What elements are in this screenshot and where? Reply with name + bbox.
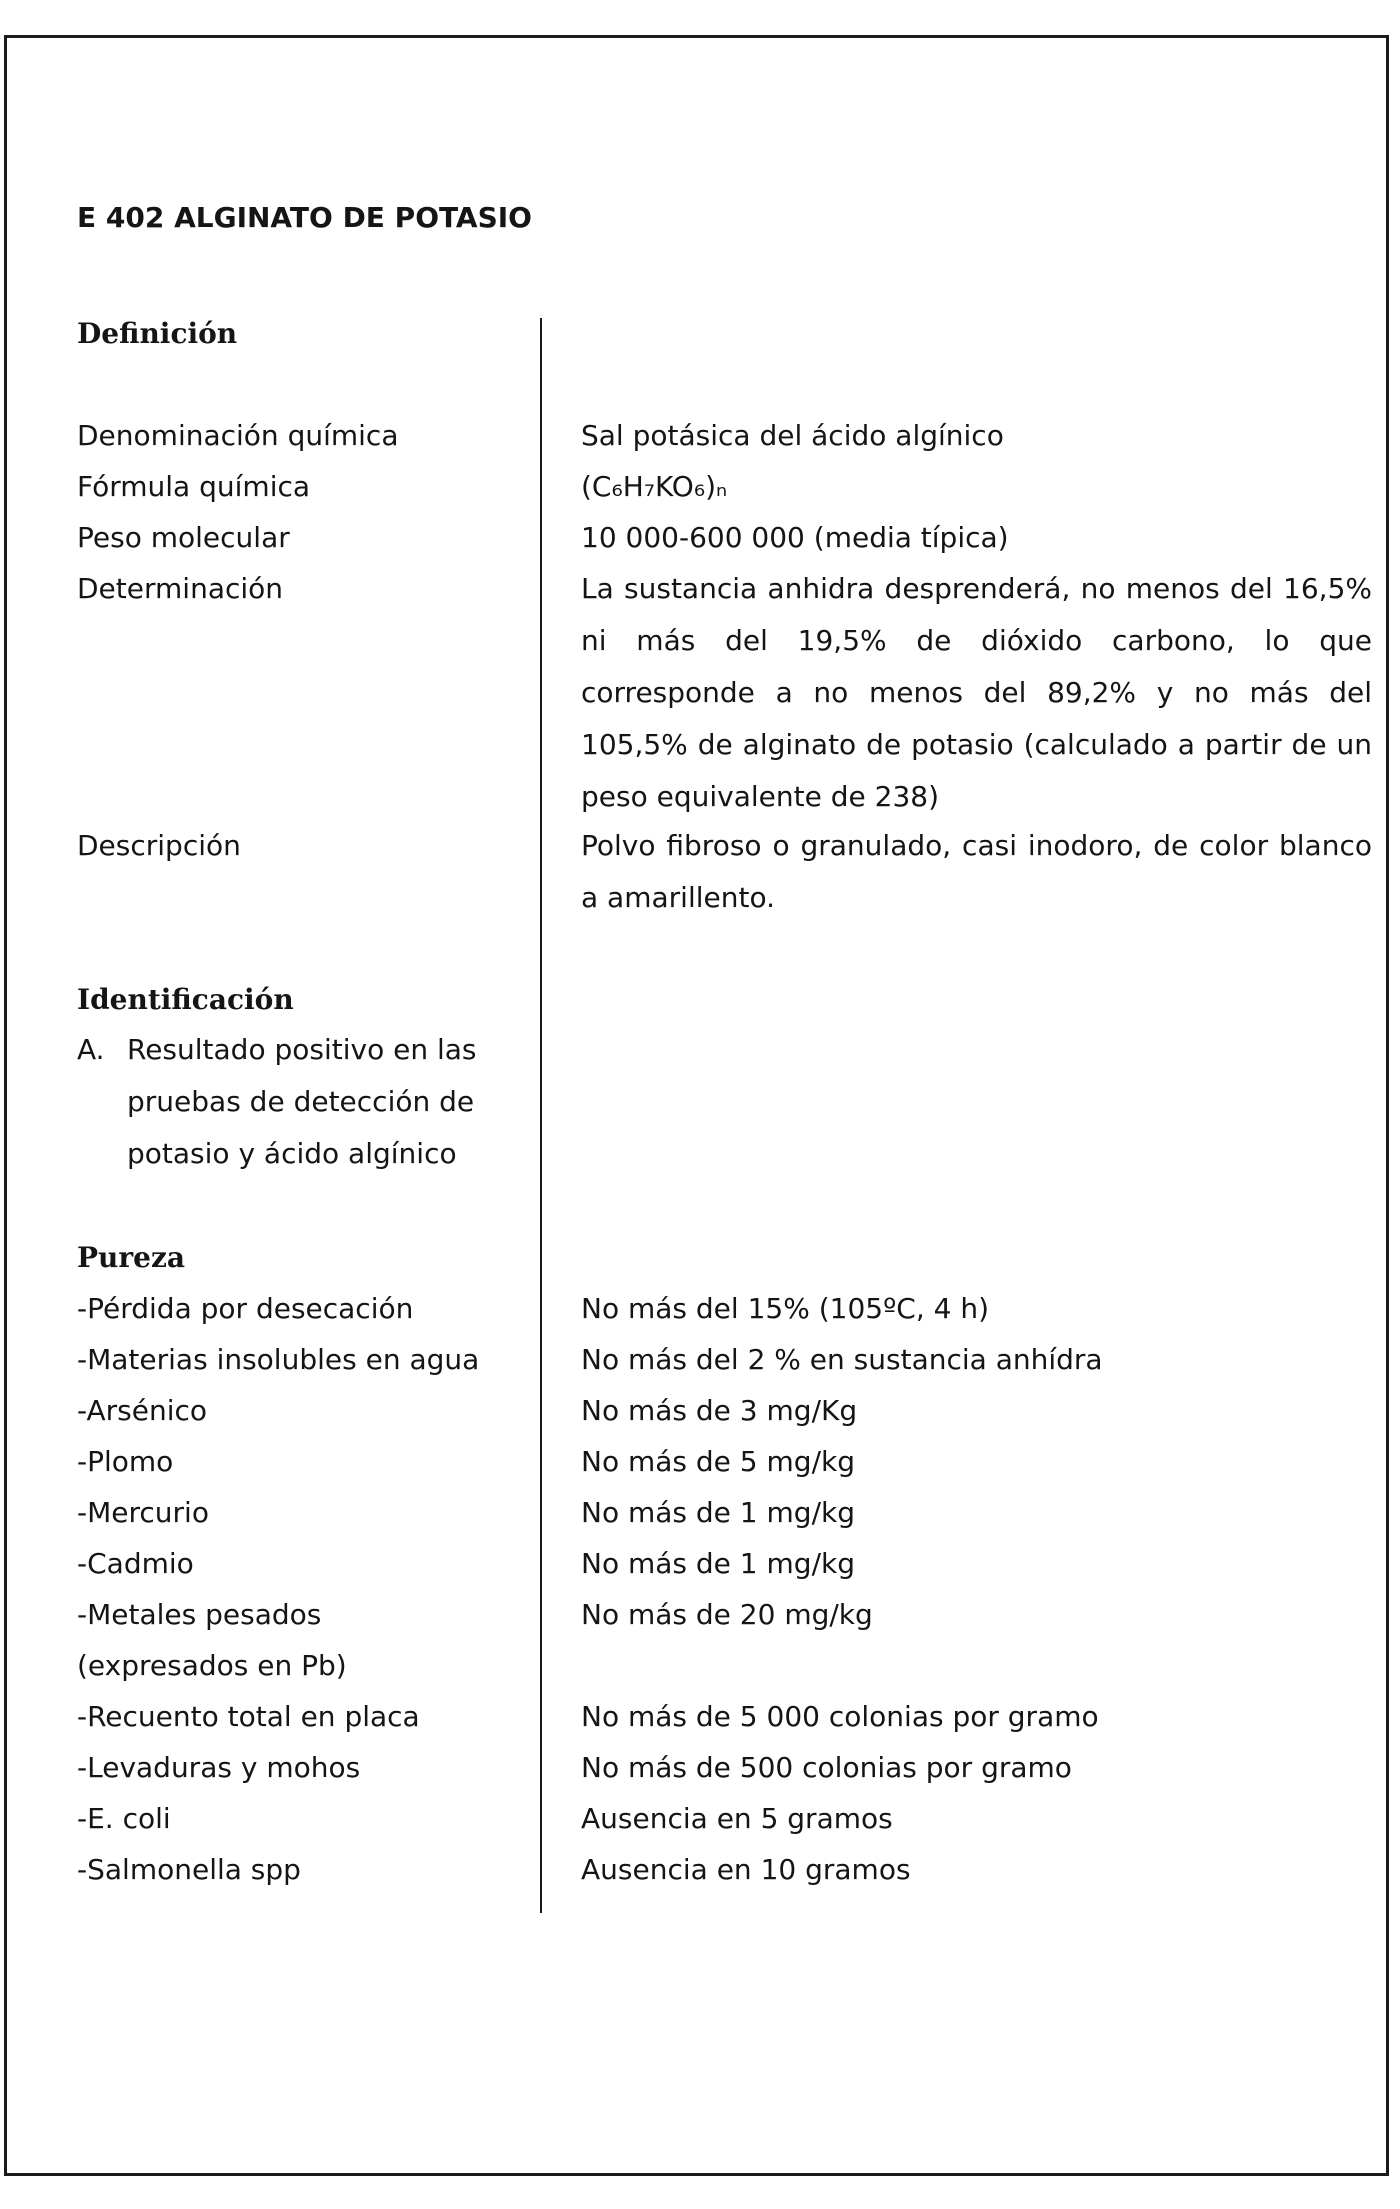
row-value-salmonella: Ausencia en 10 gramos [581, 1853, 911, 1886]
row-label-insolubles: -Materias insolubles en agua [77, 1343, 480, 1376]
document-title: E 402 ALGINATO DE POTASIO [77, 201, 532, 234]
row-value-ecoli: Ausencia en 5 gramos [581, 1802, 893, 1835]
row-label-cadmio: -Cadmio [77, 1547, 194, 1580]
row-label-denominacion: Denominación química [77, 419, 399, 452]
row-label-perdida: -Pérdida por desecación [77, 1292, 414, 1325]
row-value-insolubles: No más del 2 % en sustancia anhídra [581, 1343, 1103, 1376]
row-label-determinacion: Determinación [77, 572, 284, 605]
row-label-levaduras: -Levaduras y mohos [77, 1751, 361, 1784]
identification-item [77, 1024, 527, 1180]
row-label-salmonella: -Salmonella spp [77, 1853, 301, 1886]
row-value-arsenico: No más de 3 mg/Kg [581, 1394, 858, 1427]
row-value-descripcion: Polvo fibroso o granulado, casi inodoro, de color blanco a amarillento. [581, 829, 1372, 914]
row-value-denominacion: Sal potásica del ácido algínico [581, 419, 1004, 452]
row-label-descripcion: Descripción [77, 829, 241, 862]
row-label-ecoli: -E. coli [77, 1802, 171, 1835]
row-value-metales-pesados: No más de 20 mg/kg [581, 1598, 873, 1631]
row-label-recuento: -Recuento total en placa [77, 1700, 420, 1733]
row-label-arsenico: -Arsénico [77, 1394, 208, 1427]
row-value-formula: (C₆H₇KO₆)ₙ [581, 470, 728, 503]
section-heading-pureza: Pureza [77, 1241, 186, 1274]
row-value-recuento: No más de 5 000 colonias por gramo [581, 1700, 1099, 1733]
row-value-mercurio: No más de 1 mg/kg [581, 1496, 855, 1529]
row-value-cadmio: No más de 1 mg/kg [581, 1547, 855, 1580]
column-divider [540, 318, 542, 1913]
section-heading-identificacion: Identificación [77, 983, 294, 1016]
row-label-formula: Fórmula química [77, 470, 311, 503]
row-value-determinacion: La sustancia anhidra desprenderá, no menos del 16,5% ni más del 19,5% de dióxido carbono, lo que corresponde a no menos del 89,2% y no más del 105,5% de alginato de potasio (calculado a partir de un peso equivalente de 238) [581, 572, 1372, 813]
row-value-peso: 10 000-600 000 (media típica) [581, 521, 1009, 554]
row-value-plomo: No más de 5 mg/kg [581, 1445, 855, 1478]
row-label-expresados-pb: (expresados en Pb) [77, 1649, 347, 1682]
row-label-metales-pesados: -Metales pesados [77, 1598, 322, 1631]
section-heading-definicion: Definición [77, 317, 238, 350]
row-label-plomo: -Plomo [77, 1445, 174, 1478]
row-label-peso: Peso molecular [77, 521, 290, 554]
list-marker: A. [77, 1033, 105, 1066]
identification-text: Resultado positivo en las pruebas de detección de potasio y ácido algínico [127, 1033, 477, 1170]
row-label-mercurio: -Mercurio [77, 1496, 209, 1529]
row-value-perdida: No más del 15% (105ºC, 4 h) [581, 1292, 990, 1325]
row-value-levaduras: No más de 500 colonias por gramo [581, 1751, 1072, 1784]
